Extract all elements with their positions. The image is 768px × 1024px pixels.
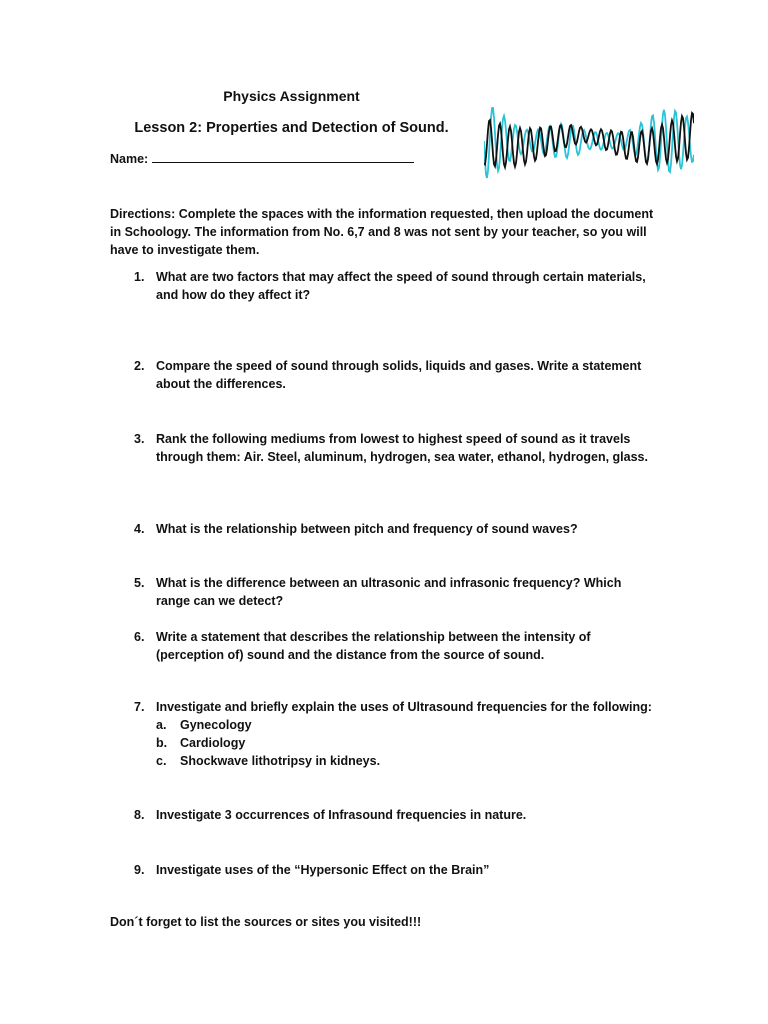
question-7 [134, 698, 654, 716]
item-text: Gynecology [180, 718, 252, 732]
item-text: Shockwave lithotripsy in kidneys. [180, 754, 381, 768]
question-number: 3. [134, 432, 145, 446]
question-1 [134, 268, 654, 304]
question-number: 4. [134, 522, 145, 536]
question-number: 9. [134, 863, 145, 877]
item-letter: c. [156, 754, 167, 768]
question-3 [134, 430, 654, 466]
question-text: What are two factors that may affect the speed of sound through certain materials, and how do they affect it? [156, 270, 646, 302]
question-8 [134, 806, 654, 824]
question-text: Rank the following mediums from lowest to highest speed of sound as it travels through them: Air. Steel, aluminum, hydrogen, sea water, ethanol, hydrogen, glass. [156, 432, 648, 464]
question-text: What is the relationship between pitch and frequency of sound waves? [156, 522, 578, 536]
question-text: Investigate and briefly explain the uses of Ultrasound frequencies for the following: [156, 700, 652, 714]
item-letter: a. [156, 718, 167, 732]
question-4 [134, 520, 654, 538]
footer-reminder: Don´t forget to list the sources or sites you visited!!! [110, 915, 422, 929]
question-number: 8. [134, 808, 145, 822]
question-text: Investigate 3 occurrences of Infrasound frequencies in nature. [156, 808, 527, 822]
item-text: Cardiology [180, 736, 246, 750]
item-letter: b. [156, 736, 168, 750]
question-text: Write a statement that describes the relationship between the intensity of (perception of) sound and the distance from the source of sound. [156, 630, 591, 662]
question-text: What is the difference between an ultrasonic and infrasonic frequency? Which range can we detect? [156, 576, 622, 608]
question-7-item-b [156, 734, 245, 752]
question-number: 5. [134, 576, 145, 590]
question-text: Compare the speed of sound through solids, liquids and gases. Write a statement about the differences. [156, 359, 642, 391]
sound-wave-icon [484, 100, 694, 182]
question-7-item-a [156, 716, 252, 734]
name-label: Name: [110, 152, 149, 166]
name-field[interactable] [110, 150, 414, 166]
lesson-subtitle: Lesson 2: Properties and Detection of Sound. [134, 120, 449, 136]
directions-paragraph: Directions: Complete the spaces with the information requested, then upload the document in Schoology. The information from No. 6,7 and 8 was not sent by your teacher, so you will have to investigate them. [110, 207, 654, 257]
question-number: 1. [134, 270, 145, 284]
question-text: Investigate uses of the “Hypersonic Effect on the Brain” [156, 863, 490, 877]
question-6 [134, 628, 654, 664]
question-2 [134, 357, 654, 393]
question-number: 7. [134, 700, 145, 714]
question-7-item-c [156, 752, 380, 770]
name-blank-line[interactable] [152, 150, 414, 163]
page-title: Physics Assignment [223, 88, 360, 104]
question-9 [134, 861, 654, 879]
question-number: 6. [134, 630, 145, 644]
question-5 [134, 574, 654, 610]
question-number: 2. [134, 359, 145, 373]
